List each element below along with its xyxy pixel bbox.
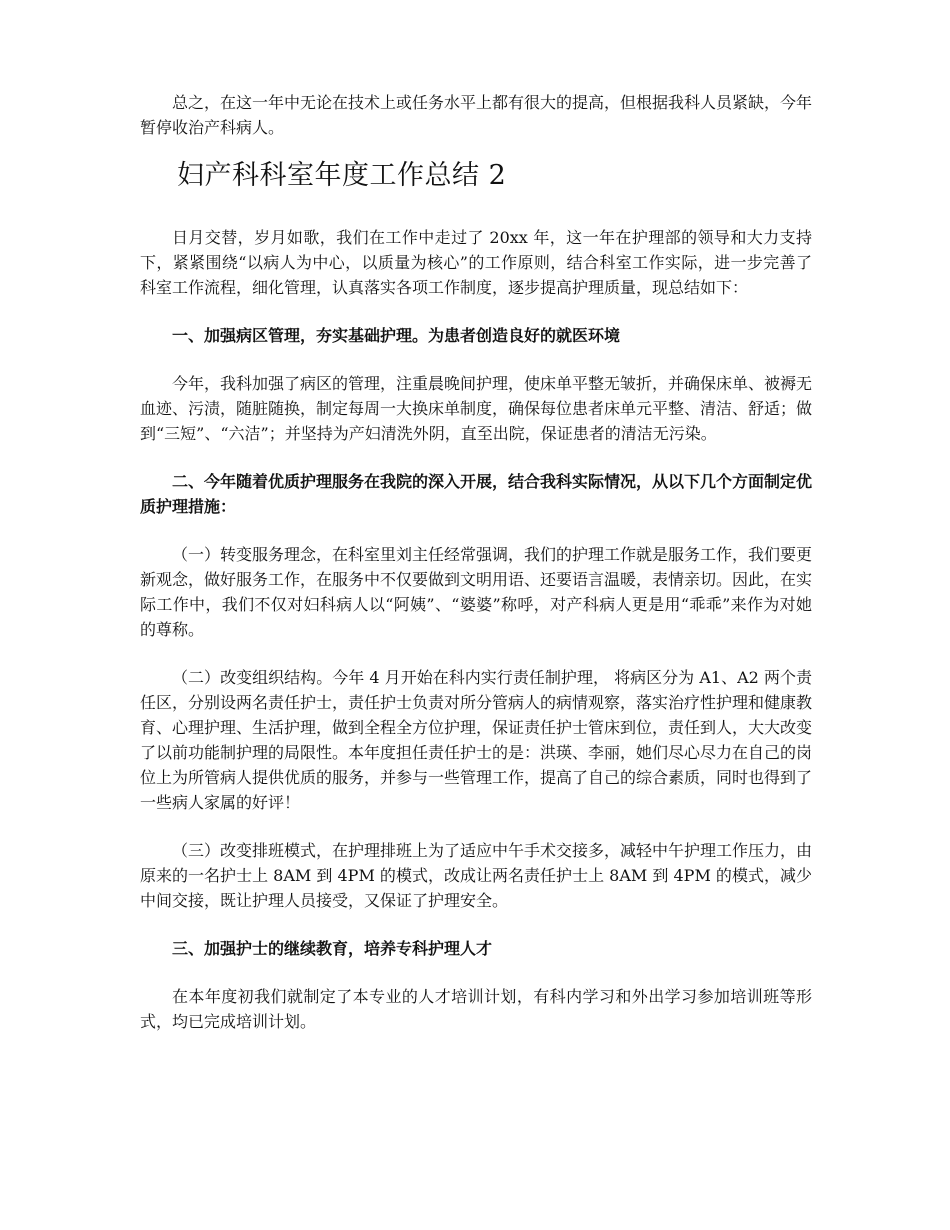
section-1-heading: 一、加强病区管理，夯实基础护理。为患者创造良好的就医环境 bbox=[172, 326, 621, 345]
section-2-item-3: （三）改变排班模式，在护理排班上为了适应中午手术交接多，减轻中午护理工作压力，由原来的一名护士上 8AM 到 4PM 的模式，改成让两名责任护士上 8AM 到 4PM 的模式，减少中间交接，既让护理人员接受，又保证了护理安全。 bbox=[140, 841, 813, 910]
section-2-item-1: （一）转变服务理念，在科室里刘主任经常强调，我们的护理工作就是服务工作，我们要更新观念，做好服务工作，在服务中不仅要做到文明用语、还要语言温暖，表情亲切。因此，在实际工作中，我们不仅对妇科病人以“阿姨”、“婆婆”称呼，对产科病人更是用“乖乖”来作为对她的尊称。 bbox=[140, 545, 813, 639]
intro-paragraph: 总之，在这一年中无论在技术上或任务水平上都有很大的提高，但根据我科人员紧缺，今年暂停收治产科病人。 bbox=[140, 93, 813, 137]
section-2-item-2: （二）改变组织结构。今年 4 月开始在科内实行责任制护理， 将病区分为 A1、A2 两个责任区，分别设两名责任护士，责任护士负责对所分管病人的病情观察，落实治疗性护理和健康教育、心理护理、生活护理，做到全程全方位护理，保证责任护士管床到位，责任到人，大大改变了以前功能制护理的局限性。本年度担任责任护士的是：洪瑛、李丽，她们尽心尽力在自己的岗位上为所管病人提供优质的服务，并参与一些管理工作，提高了自己的综合素质，同时也得到了一些病人家属的好评！ bbox=[140, 668, 813, 812]
section-3-heading: 三、加强护士的继续教育，培养专科护理人才 bbox=[172, 939, 493, 958]
document-page bbox=[140, 90, 812, 1057]
opening-paragraph: 日月交替，岁月如歌，我们在工作中走过了 20xx 年，这一年在护理部的领导和大力支持下，紧紧围绕“以病人为中心，以质量为核心”的工作原则，结合科室工作实际，进一步完善了科室工作流程，细化管理，认真落实各项工作制度，逐步提高护理质量，现总结如下： bbox=[140, 228, 812, 297]
section-3-body: 在本年度初我们就制定了本专业的人才培训计划，有科内学习和外出学习参加培训班等形式，均已完成培训计划。 bbox=[140, 987, 812, 1031]
section-2-heading: 二、今年随着优质护理服务在我院的深入开展，结合我科实际情况，从以下几个方面制定优质护理措施： bbox=[140, 472, 813, 516]
section-1-body: 今年，我科加强了病区的管理，注重晨晚间护理，使床单平整无皱折，并确保床单、被褥无血迹、污渍，随脏随换，制定每周一大换床单制度，确保每位患者床单元平整、清洁、舒适；做到“三短”、“六洁”；并坚持为产妇清洗外阴，直至出院，保证患者的清洁无污染。 bbox=[140, 374, 813, 443]
document-title: 妇产科科室年度工作总结 2 bbox=[177, 160, 507, 191]
